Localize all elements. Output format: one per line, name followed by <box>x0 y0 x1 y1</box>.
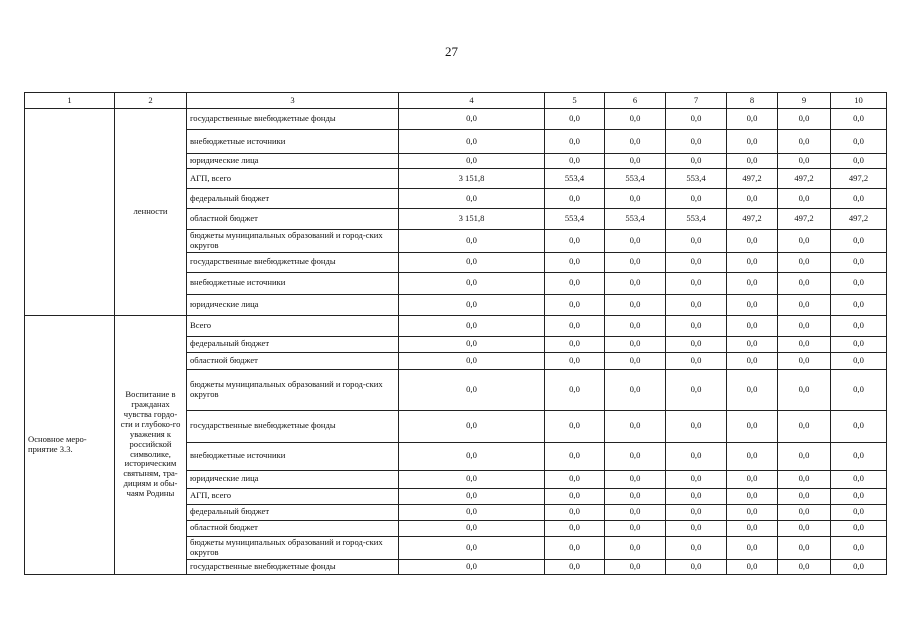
value-cell: 0,0 <box>666 504 727 520</box>
value-cell: 0,0 <box>831 470 887 488</box>
value-cell: 0,0 <box>727 315 778 336</box>
header-cell: 4 <box>399 93 545 109</box>
value-cell: 497,2 <box>831 209 887 230</box>
value-cell: 0,0 <box>666 559 727 574</box>
value-cell: 3 151,8 <box>399 209 545 230</box>
value-cell: 0,0 <box>778 352 831 369</box>
value-cell: 553,4 <box>545 169 605 189</box>
funding-source-cell: областной бюджет <box>187 520 399 536</box>
value-cell: 497,2 <box>778 209 831 230</box>
value-cell: 0,0 <box>605 442 666 470</box>
value-cell: 0,0 <box>605 470 666 488</box>
value-cell: 0,0 <box>545 315 605 336</box>
header-cell: 10 <box>831 93 887 109</box>
funding-source-cell: федеральный бюджет <box>187 189 399 209</box>
funding-source-cell: внебюджетные источники <box>187 272 399 294</box>
value-cell: 0,0 <box>545 520 605 536</box>
value-cell: 0,0 <box>831 410 887 442</box>
page-number: 27 <box>445 44 458 59</box>
value-cell: 0,0 <box>831 154 887 169</box>
value-cell: 0,0 <box>778 252 831 272</box>
value-cell: 0,0 <box>399 369 545 410</box>
value-cell: 0,0 <box>545 272 605 294</box>
header-cell: 2 <box>115 93 187 109</box>
value-cell: 553,4 <box>545 209 605 230</box>
value-cell: 0,0 <box>727 520 778 536</box>
value-cell: 0,0 <box>778 315 831 336</box>
value-cell: 0,0 <box>666 154 727 169</box>
value-cell: 0,0 <box>666 109 727 130</box>
event-name-cell <box>25 109 115 316</box>
value-cell: 0,0 <box>545 336 605 352</box>
value-cell: 0,0 <box>831 252 887 272</box>
value-cell: 0,0 <box>545 352 605 369</box>
value-cell: 0,0 <box>831 189 887 209</box>
value-cell: 0,0 <box>778 520 831 536</box>
value-cell: 0,0 <box>545 109 605 130</box>
value-cell: 0,0 <box>831 536 887 559</box>
value-cell: 0,0 <box>831 294 887 315</box>
value-cell: 0,0 <box>605 189 666 209</box>
value-cell: 0,0 <box>831 488 887 504</box>
value-cell: 0,0 <box>666 272 727 294</box>
value-cell: 0,0 <box>727 130 778 154</box>
event-description-cell: ленности <box>115 109 187 316</box>
value-cell: 0,0 <box>605 410 666 442</box>
value-cell: 0,0 <box>399 536 545 559</box>
value-cell: 0,0 <box>666 130 727 154</box>
value-cell: 0,0 <box>778 504 831 520</box>
funding-source-cell: юридические лица <box>187 154 399 169</box>
value-cell: 0,0 <box>399 442 545 470</box>
value-cell: 0,0 <box>727 252 778 272</box>
value-cell: 0,0 <box>727 442 778 470</box>
funding-source-cell: юридические лица <box>187 294 399 315</box>
value-cell: 0,0 <box>727 154 778 169</box>
value-cell: 0,0 <box>778 109 831 130</box>
funding-source-cell: областной бюджет <box>187 209 399 230</box>
header-cell: 3 <box>187 93 399 109</box>
value-cell: 0,0 <box>727 536 778 559</box>
budget-table <box>24 92 887 575</box>
value-cell: 0,0 <box>399 488 545 504</box>
value-cell: 0,0 <box>727 352 778 369</box>
value-cell: 0,0 <box>831 504 887 520</box>
funding-source-cell: федеральный бюджет <box>187 336 399 352</box>
header-cell: 8 <box>727 93 778 109</box>
value-cell: 0,0 <box>727 369 778 410</box>
funding-source-cell: юридические лица <box>187 470 399 488</box>
value-cell: 0,0 <box>666 369 727 410</box>
value-cell: 0,0 <box>399 504 545 520</box>
event-name-cell: Основное меро-приятие 3.3. <box>25 315 115 574</box>
funding-source-cell: АГП, всего <box>187 488 399 504</box>
value-cell: 0,0 <box>831 230 887 253</box>
value-cell: 497,2 <box>831 169 887 189</box>
value-cell: 0,0 <box>778 336 831 352</box>
funding-source-cell: внебюджетные источники <box>187 442 399 470</box>
value-cell: 0,0 <box>545 189 605 209</box>
value-cell: 0,0 <box>399 520 545 536</box>
value-cell: 0,0 <box>545 504 605 520</box>
value-cell: 0,0 <box>831 130 887 154</box>
value-cell: 0,0 <box>605 230 666 253</box>
value-cell: 0,0 <box>666 230 727 253</box>
value-cell: 0,0 <box>666 410 727 442</box>
value-cell: 497,2 <box>727 209 778 230</box>
funding-source-cell: бюджеты муниципальных образований и город-ских округов <box>187 230 399 253</box>
value-cell: 0,0 <box>399 410 545 442</box>
value-cell: 0,0 <box>605 488 666 504</box>
value-cell: 0,0 <box>831 336 887 352</box>
table-body <box>25 109 887 575</box>
value-cell: 0,0 <box>399 315 545 336</box>
table-row <box>25 109 887 130</box>
value-cell: 0,0 <box>778 410 831 442</box>
funding-source-cell: государственные внебюджетные фонды <box>187 559 399 574</box>
value-cell: 0,0 <box>399 230 545 253</box>
value-cell: 3 151,8 <box>399 169 545 189</box>
value-cell: 0,0 <box>545 294 605 315</box>
value-cell: 0,0 <box>605 336 666 352</box>
value-cell: 0,0 <box>778 154 831 169</box>
value-cell: 0,0 <box>545 488 605 504</box>
value-cell: 0,0 <box>727 559 778 574</box>
value-cell: 0,0 <box>605 272 666 294</box>
value-cell: 0,0 <box>545 252 605 272</box>
value-cell: 0,0 <box>399 189 545 209</box>
value-cell: 0,0 <box>778 559 831 574</box>
value-cell: 0,0 <box>666 536 727 559</box>
value-cell: 0,0 <box>727 272 778 294</box>
value-cell: 0,0 <box>605 109 666 130</box>
value-cell: 0,0 <box>831 369 887 410</box>
value-cell: 0,0 <box>605 154 666 169</box>
value-cell: 0,0 <box>778 189 831 209</box>
value-cell: 0,0 <box>831 520 887 536</box>
value-cell: 0,0 <box>727 504 778 520</box>
value-cell: 0,0 <box>666 488 727 504</box>
value-cell: 0,0 <box>545 442 605 470</box>
value-cell: 0,0 <box>778 294 831 315</box>
value-cell: 0,0 <box>545 559 605 574</box>
value-cell: 0,0 <box>831 109 887 130</box>
value-cell: 553,4 <box>605 169 666 189</box>
value-cell: 0,0 <box>727 189 778 209</box>
value-cell: 0,0 <box>399 154 545 169</box>
value-cell: 0,0 <box>399 294 545 315</box>
value-cell: 0,0 <box>399 252 545 272</box>
funding-source-cell: внебюджетные источники <box>187 130 399 154</box>
value-cell: 0,0 <box>727 336 778 352</box>
value-cell: 0,0 <box>831 272 887 294</box>
value-cell: 0,0 <box>399 272 545 294</box>
value-cell: 0,0 <box>831 352 887 369</box>
header-cell: 1 <box>25 93 115 109</box>
value-cell: 0,0 <box>666 336 727 352</box>
value-cell: 0,0 <box>605 536 666 559</box>
value-cell: 0,0 <box>545 470 605 488</box>
value-cell: 0,0 <box>399 352 545 369</box>
table-row <box>25 315 887 336</box>
value-cell: 0,0 <box>666 189 727 209</box>
value-cell: 0,0 <box>666 470 727 488</box>
value-cell: 0,0 <box>778 488 831 504</box>
value-cell: 497,2 <box>727 169 778 189</box>
value-cell: 0,0 <box>605 504 666 520</box>
value-cell: 0,0 <box>399 130 545 154</box>
value-cell: 0,0 <box>605 520 666 536</box>
value-cell: 0,0 <box>727 109 778 130</box>
value-cell: 0,0 <box>666 442 727 470</box>
funding-source-cell: Всего <box>187 315 399 336</box>
value-cell: 0,0 <box>727 230 778 253</box>
funding-source-cell: государственные внебюджетные фонды <box>187 410 399 442</box>
value-cell: 0,0 <box>545 154 605 169</box>
header-cell: 5 <box>545 93 605 109</box>
value-cell: 497,2 <box>778 169 831 189</box>
value-cell: 0,0 <box>545 230 605 253</box>
funding-source-cell: государственные внебюджетные фонды <box>187 109 399 130</box>
value-cell: 0,0 <box>666 352 727 369</box>
value-cell: 0,0 <box>545 369 605 410</box>
value-cell: 0,0 <box>399 336 545 352</box>
value-cell: 0,0 <box>778 230 831 253</box>
value-cell: 0,0 <box>545 410 605 442</box>
value-cell: 0,0 <box>727 410 778 442</box>
value-cell: 0,0 <box>727 470 778 488</box>
value-cell: 0,0 <box>399 109 545 130</box>
header-cell: 7 <box>666 93 727 109</box>
value-cell: 0,0 <box>605 369 666 410</box>
value-cell: 0,0 <box>666 294 727 315</box>
event-description-cell: Воспитание в гражданах чувства гордо-сти и глубоко-го уважения к российской символике, историческим святыням, тра-дициям и обы-чаям Родины <box>115 315 187 574</box>
funding-source-cell: бюджеты муниципальных образований и город-ских округов <box>187 369 399 410</box>
value-cell: 0,0 <box>605 252 666 272</box>
value-cell: 0,0 <box>605 130 666 154</box>
header-cell: 6 <box>605 93 666 109</box>
value-cell: 0,0 <box>831 442 887 470</box>
value-cell: 0,0 <box>399 470 545 488</box>
value-cell: 0,0 <box>545 130 605 154</box>
value-cell: 0,0 <box>778 442 831 470</box>
value-cell: 0,0 <box>605 294 666 315</box>
value-cell: 0,0 <box>778 470 831 488</box>
value-cell: 0,0 <box>778 536 831 559</box>
funding-source-cell: АГП, всего <box>187 169 399 189</box>
value-cell: 0,0 <box>727 294 778 315</box>
value-cell: 0,0 <box>831 559 887 574</box>
value-cell: 0,0 <box>666 252 727 272</box>
header-row <box>25 93 887 109</box>
value-cell: 0,0 <box>778 130 831 154</box>
value-cell: 0,0 <box>545 536 605 559</box>
funding-source-cell: государственные внебюджетные фонды <box>187 252 399 272</box>
funding-source-cell: областной бюджет <box>187 352 399 369</box>
funding-source-cell: федеральный бюджет <box>187 504 399 520</box>
funding-source-cell: бюджеты муниципальных образований и город-ских округов <box>187 536 399 559</box>
header-cell: 9 <box>778 93 831 109</box>
value-cell: 0,0 <box>778 369 831 410</box>
value-cell: 0,0 <box>605 315 666 336</box>
value-cell: 0,0 <box>666 315 727 336</box>
value-cell: 0,0 <box>605 559 666 574</box>
value-cell: 553,4 <box>666 169 727 189</box>
value-cell: 553,4 <box>666 209 727 230</box>
value-cell: 0,0 <box>727 488 778 504</box>
value-cell: 0,0 <box>778 272 831 294</box>
value-cell: 553,4 <box>605 209 666 230</box>
value-cell: 0,0 <box>605 352 666 369</box>
value-cell: 0,0 <box>399 559 545 574</box>
value-cell: 0,0 <box>666 520 727 536</box>
value-cell: 0,0 <box>831 315 887 336</box>
